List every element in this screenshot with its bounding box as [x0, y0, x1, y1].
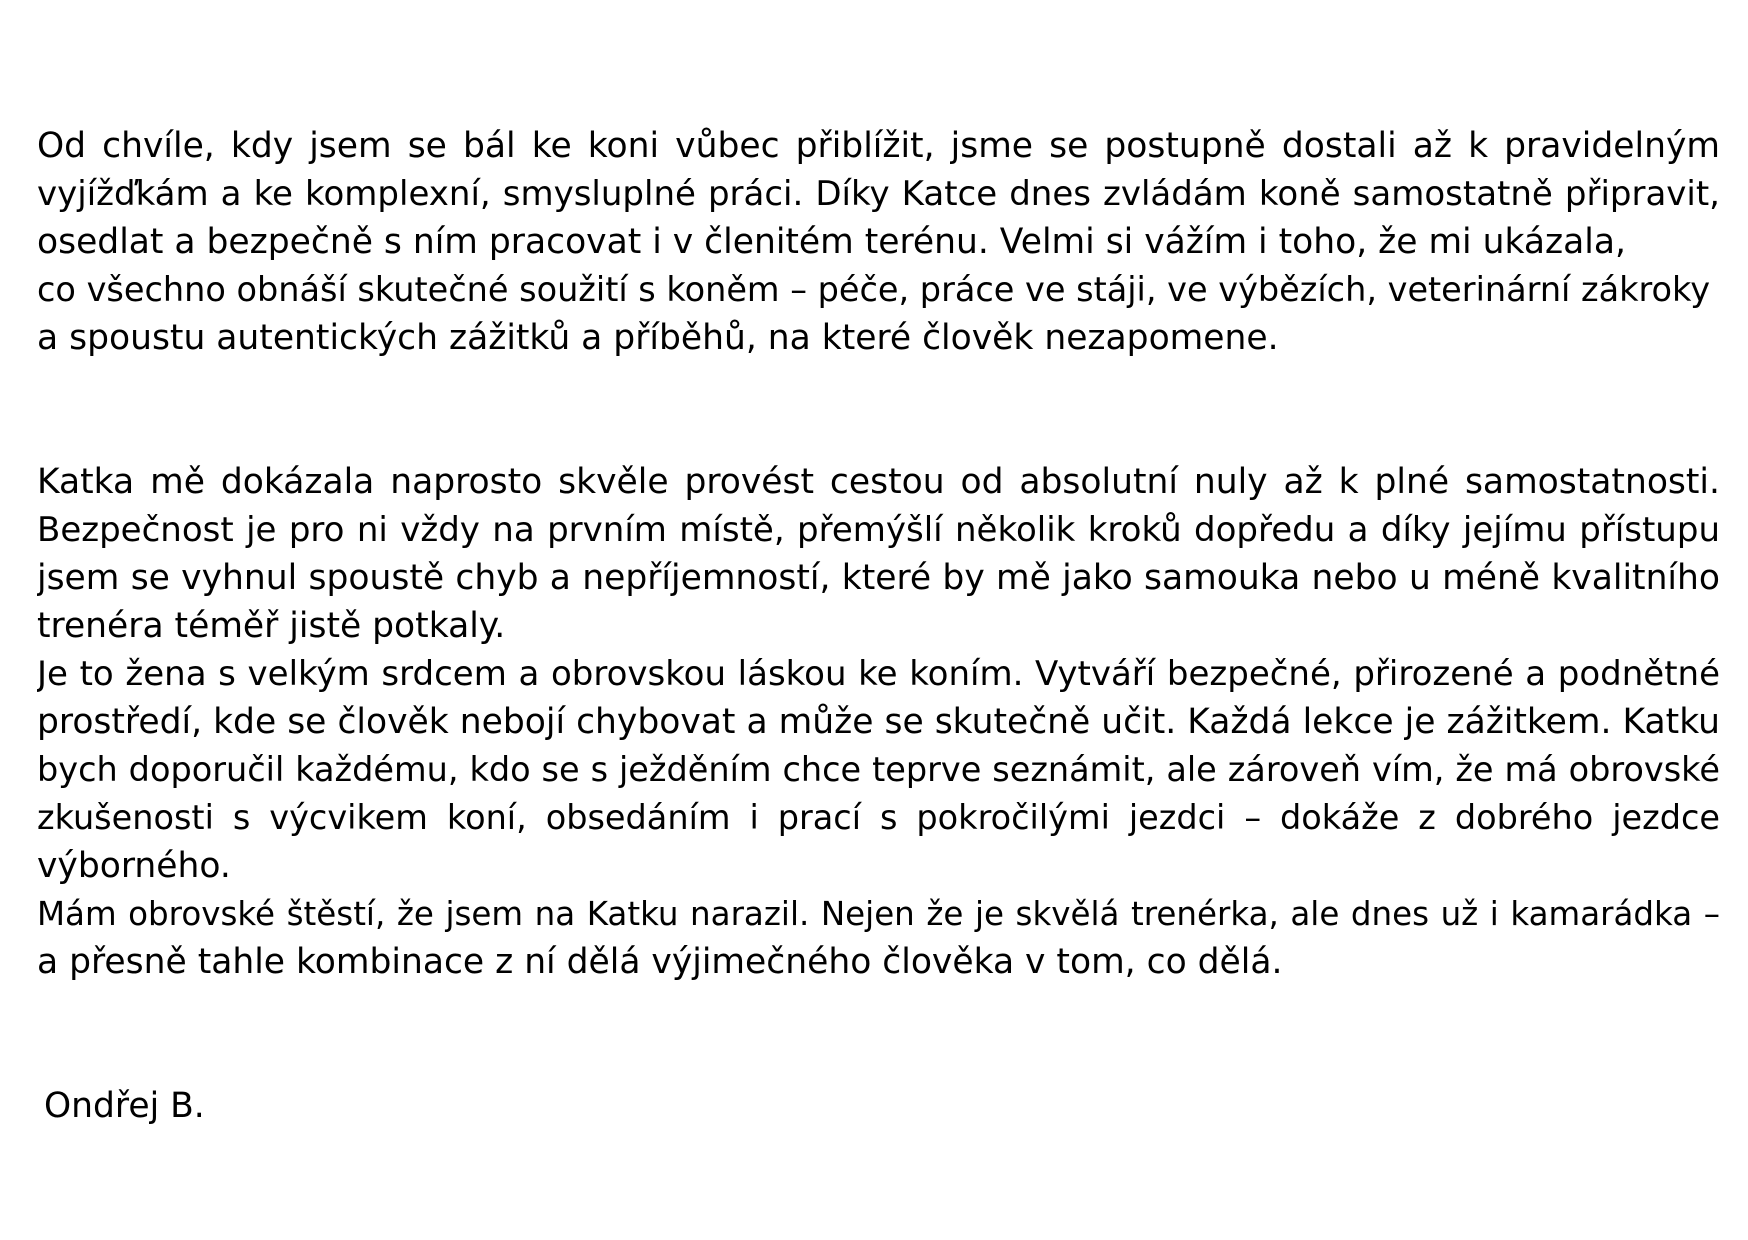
text-line: Bezpečnost je pro ni vždy na prvním místě, přemýšlí několik kroků dopředu a díky jejímu přístupu [37, 510, 1720, 550]
paragraph-spacer [37, 362, 1720, 458]
text-line: co všechno obnáší skutečné soužití s koněm – péče, práce ve stáji, ve výbězích, veterinární zákroky [37, 270, 1711, 309]
text-line: prostředí, kde se člověk nebojí chybovat a může se skutečně učit. Každá lekce je zážitkem. Katku [37, 702, 1720, 742]
text-line: a přesně tahle kombinace z ní dělá výjimečného člověka v tom, co dělá. [37, 942, 1283, 982]
text-line: vyjížďkám a ke komplexní, smysluplné práci. Díky Katce dnes zvládám koně samostatně připravit, [37, 174, 1720, 214]
paragraph-2 [37, 458, 1720, 986]
text-line: Mám obrovské štěstí, že jsem na Katku narazil. Nejen že je skvělá trenérka, ale dnes už i kamarádka – [37, 895, 1720, 933]
text-line: výborného. [37, 846, 231, 886]
text-line: bych doporučil každému, kdo se s ježděním chce teprve seznámit, ale zároveň vím, že má obrovské [37, 750, 1720, 789]
paragraph-spacer [37, 986, 1720, 1082]
text-line: Od chvíle, kdy jsem se bál ke koni vůbec přiblížit, jsme se postupně dostali až k pravidelným [37, 126, 1720, 166]
paragraph-1 [37, 122, 1720, 362]
signature: Ondřej B. [44, 1086, 205, 1126]
text-line: Je to žena s velkým srdcem a obrovskou láskou ke koním. Vytváří bezpečné, přirozené a podnětné [37, 654, 1720, 694]
text-line: Katka mě dokázala naprosto skvěle provést cestou od absolutní nuly až k plné samostatnosti. [37, 462, 1720, 502]
text-line: zkušenosti s výcvikem koní, obsedáním i prací s pokročilými jezdci – dokáže z dobrého jezdce [37, 798, 1720, 837]
testimonial-document [37, 122, 1720, 1130]
text-line: a spoustu autentických zážitků a příběhů, na které člověk nezapomene. [37, 318, 1279, 358]
text-line: osedlat a bezpečně s ním pracovat i v členitém terénu. Velmi si vážím i toho, že mi ukázala, [37, 222, 1626, 262]
text-line: jsem se vyhnul spoustě chyb a nepříjemností, které by mě jako samouka nebo u méně kvalitního [37, 558, 1720, 598]
text-line: trenéra téměř jistě potkaly. [37, 606, 506, 646]
